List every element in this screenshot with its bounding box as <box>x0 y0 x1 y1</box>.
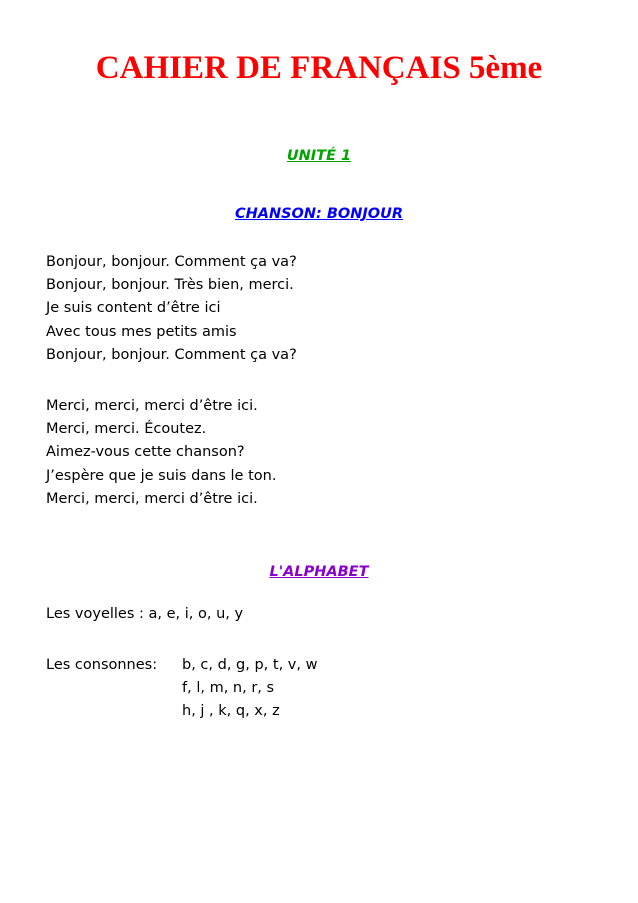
consonants-line: h, j , k, q, x, z <box>182 703 280 720</box>
alphabet-heading: L'ALPHABET <box>269 564 369 580</box>
verse-line: Avec tous mes petits amis <box>46 323 237 340</box>
consonants-line: f, l, m, n, r, s <box>182 680 275 697</box>
song-heading: CHANSON: BONJOUR <box>234 206 404 222</box>
page-title: CAHIER DE FRANÇAIS 5ème <box>95 50 543 86</box>
verse-line: Bonjour, bonjour. Comment ça va? <box>46 346 297 363</box>
verse-line: Bonjour, bonjour. Très bien, merci. <box>46 277 294 294</box>
verse-line: Merci, merci, merci d’être ici. <box>46 490 258 507</box>
verse-line: Je suis content d’être ici <box>46 300 221 317</box>
consonants-label: Les consonnes: <box>46 657 158 673</box>
unit-heading: UNITÉ 1 <box>286 148 352 164</box>
consonants-list <box>182 654 317 724</box>
vowels-line: Les voyelles : a, e, i, o, u, y <box>46 606 244 622</box>
song-verse-1 <box>46 251 297 367</box>
verse-line: J’espère que je suis dans le ton. <box>46 467 277 484</box>
song-verse-2 <box>46 395 276 511</box>
verse-line: Merci, merci, merci d’être ici. <box>46 398 258 414</box>
verse-line: Merci, merci. Écoutez. <box>46 421 207 438</box>
verse-line: Aimez-vous cette chanson? <box>46 444 245 461</box>
consonants-line: b, c, d, g, p, t, v, w <box>182 657 318 673</box>
verse-line: Bonjour, bonjour. Comment ça va? <box>46 254 297 270</box>
